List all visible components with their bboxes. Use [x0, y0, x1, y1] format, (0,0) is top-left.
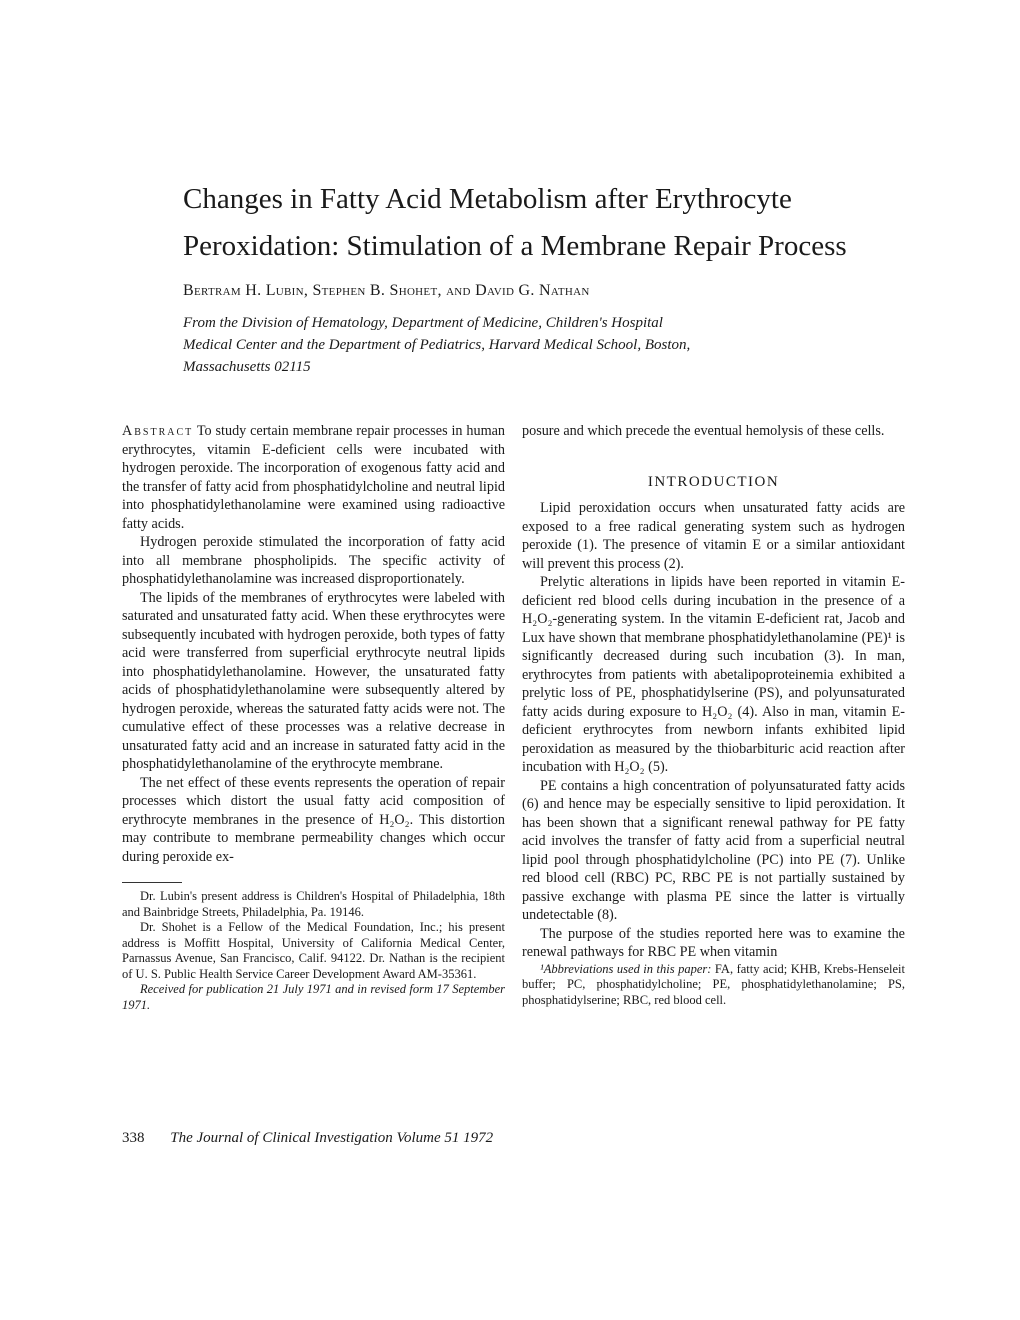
footnote-abbreviations-text: FA, fatty acid; KHB, Krebs-Henseleit buffer; PC, phosphatidylcholine; PE, phosphatidylethanolamine; PS, phosphatidylserine; RBC, red blood cell.: [522, 961, 905, 1007]
affiliation: From the Division of Hematology, Department of Medicine, Children's Hospital Medical Center and the Department of Pediatrics, Harvard Medical School, Boston, Massachusetts 02115: [183, 315, 691, 375]
author-list: Bertram H. Lubin, Stephen B. Shohet, and David G. Nathan: [183, 282, 590, 299]
page-footer: [122, 1130, 493, 1147]
abstract-p1-text: To study certain membrane repair processes in human erythrocytes, vitamin E-deficient cells were incubated with hydrogen peroxide. The incorporation of exogenous fatty acid and the transfer of fatty acid from phosphatidylcholine and neutral lipid into phosphatidylethanolamine were examined using radioactive fatty acids.: [122, 423, 505, 532]
abstract-paragraph-3: The lipids of the membranes of erythrocytes were labeled with saturated and unsaturated fatty acid. When these erythrocytes were subsequently incubated with hydrogen peroxide, both types of fatty acid were transferred from superficial erythrocyte neutral lipids into phosphatidylethanolamine. However, the unsaturated fatty acids of phosphatidylethanolamine were subsequently altered by hydrogen peroxide, whereas the saturated fatty acids were not. The cumulative effect of these processes was a relative decrease in unsaturated fatty acid and an increase in saturated fatty acid in the phosphatidylethanolamine of the erythrocyte membrane.: [122, 589, 505, 772]
footnote-divider: [122, 882, 182, 883]
page-number: 338: [122, 1130, 145, 1146]
journal-citation: The Journal of Clinical Investigation Volume 51 1972: [170, 1130, 494, 1146]
footnote-abbreviations-lead: ¹Abbreviations used in this paper:: [540, 961, 712, 976]
footnote-received: Received for publication 21 July 1971 and in revised form 17 September 1971.: [122, 982, 505, 1012]
title-line-2: Peroxidation: Stimulation of a Membrane Repair Process: [183, 230, 847, 262]
intro-paragraph-4: The purpose of the studies reported here was to examine the renewal pathways for RBC PE when vitamin: [522, 925, 905, 960]
abstract-paragraph-4: The net effect of these events represents the operation of repair processes which distort the usual fatty acid composition of erythrocyte membranes in the presence of H₂O₂. This distortion may contribute to membrane permeability changes which occur during peroxide ex-: [122, 774, 505, 865]
intro-paragraph-2: Prelytic alterations in lipids have been reported in vitamin E-deficient red blood cells during incubation in the presence of a H₂O₂-generating system. In the vitamin E-deficient rat, Jacob and Lux have shown that membrane phosphatidylethanolamine (PE)¹ is significantly decreased during such incubation (3). In man, erythrocytes from patients with abetalipoproteinemia exhibited a prelytic loss of PE, phosphatidylserine (PS), and polyunsaturated fatty acids during exposure to H₂O₂ (4). Also in man, vitamin E-deficient erythrocytes from newborn infants exhibited lipid peroxidation as measured by the thiobarbituric acid reaction after incubation with H₂O₂ (5).: [522, 574, 905, 775]
abstract-label: Abstract: [122, 423, 194, 439]
paper-title: [183, 176, 883, 270]
footnote-abbreviations: [522, 962, 905, 1009]
introduction-heading: INTRODUCTION: [647, 473, 780, 490]
right-column: [522, 422, 905, 1008]
intro-paragraph-1: Lipid peroxidation occurs when unsaturated fatty acids are exposed to a free radical generating system such as hydrogen peroxide (1). The presence of vitamin E or a similar antioxidant will prevent this process (2).: [522, 500, 905, 572]
intro-paragraph-3: PE contains a high concentration of polyunsaturated fatty acids (6) and hence may be especially sensitive to lipid peroxidation. It has been shown that a significant renewal pathway for PE fatty acid involves the transfer of fatty acid from a superficial neutral lipid pool through phosphatidylcholine (PC) into PE (7). Unlike red blood cell (RBC) PC, RBC PE is not partially sustained by passive exchange with plasma PE since the latter is virtually undetectable (8).: [522, 777, 905, 923]
abstract-continuation: posure and which precede the eventual hemolysis of these cells.: [522, 423, 885, 439]
footnote-shohet: Dr. Shohet is a Fellow of the Medical Foundation, Inc.; his present address is Moffitt Hospital, University of California Medical Center, Parnassus Avenue, San Francisco, Calif. 94122. Dr. Nathan is the recipient of U. S. Public Health Service Career Development Award AM-35361.: [122, 920, 505, 981]
left-column: [122, 422, 505, 1013]
title-line-1: Changes in Fatty Acid Metabolism after Erythrocyte: [183, 183, 792, 215]
abstract-paragraph-1: [122, 422, 505, 533]
abstract-paragraph-2: Hydrogen peroxide stimulated the incorporation of fatty acid into all membrane phospholipids. The specific activity of phosphatidylethanolamine was increased disproportionately.: [122, 534, 505, 587]
footnote-lubin: Dr. Lubin's present address is Children's Hospital of Philadelphia, 18th and Bainbridge Streets, Philadelphia, Pa. 19146.: [122, 889, 505, 919]
